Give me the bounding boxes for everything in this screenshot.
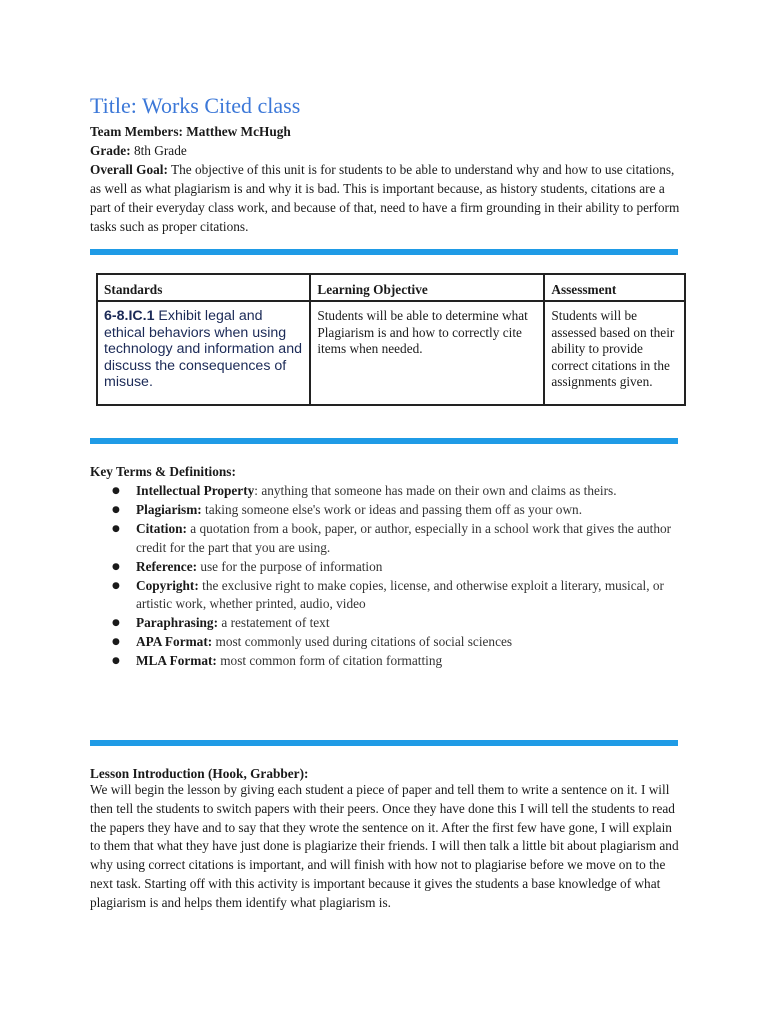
standard-cell (97, 301, 310, 405)
divider-1 (90, 249, 678, 255)
overall-goal-label: Overall Goal: (90, 162, 168, 177)
definition: taking someone else's work or ideas and passing them off as your own. (201, 501, 583, 517)
term: MLA Format: (136, 653, 217, 669)
bullet-icon: ● (112, 504, 120, 515)
bullet-icon: ● (112, 561, 120, 572)
bullet-icon: ● (112, 637, 120, 648)
standard-code: 6-8.IC.1 (104, 308, 155, 324)
list-item (90, 614, 680, 633)
list-item (90, 482, 680, 501)
term: Intellectual Property (136, 483, 255, 498)
learning-objective-cell: Students will be able to determine what Plagiarism is and how to correctly cite items when needed. (310, 301, 544, 405)
team-members-label: Team Members: (90, 124, 183, 139)
term: Plagiarism: (136, 501, 202, 517)
bullet-icon: ● (112, 523, 120, 534)
overall-goal-paragraph (90, 160, 680, 236)
term: Paraphrasing: (136, 615, 219, 631)
lesson-intro-text: We will begin the lesson by giving each student a piece of paper and tell them to write a sentence on it. I will then tell the students to switch papers with their peers. Once they have done this I will tell the students to read the papers they have and to say that they wrote the sentence on it. After the first few have gone, I will explain to them that what they have just done is plagiarize their friends. I will then talk a little bit about plagiarism and why using correct citations is important, and will finish with how not to plagiarise before we move on to the next task. Starting off with this activity is important because it gives the students a base knowledge of what plagiarism is and helps them identify what plagiarism is. (90, 782, 679, 910)
grade-value: 8th Grade (130, 143, 187, 158)
term: Reference: (136, 558, 198, 574)
definition: : anything that someone has made on their own and claims as theirs. (254, 483, 617, 498)
term: Copyright: (136, 577, 199, 593)
page-title: Title: Works Cited class (90, 93, 301, 118)
definition: a quotation from a book, paper, or author, especially in a school work that gives the author credit for the part that you are using. (136, 520, 672, 555)
key-terms-list (90, 482, 680, 671)
grade-line (90, 141, 680, 160)
table-header-standards: Standards (97, 274, 310, 301)
definition: use for the purpose of information (197, 558, 383, 574)
list-item (90, 652, 680, 671)
lesson-intro-heading: Lesson Introduction (Hook, Grabber): (90, 766, 309, 781)
table-row (97, 301, 685, 405)
bullet-icon: ● (112, 486, 120, 496)
bullet-icon: ● (112, 656, 120, 667)
list-item (90, 501, 680, 520)
term: Citation: (136, 520, 187, 536)
list-item (90, 520, 680, 558)
definition: most common form of citation formatting (216, 653, 443, 669)
key-terms-heading: Key Terms & Definitions: (90, 464, 236, 479)
list-item (90, 633, 680, 652)
grade-label: Grade: (90, 143, 131, 158)
divider-2 (90, 438, 678, 444)
table-header-row (97, 274, 685, 301)
assessment-cell: Students will be assessed based on their ability to provide correct citations in the assignments given. (544, 301, 685, 405)
bullet-icon: ● (112, 580, 120, 591)
team-members-line (90, 122, 680, 141)
list-item (90, 577, 680, 615)
team-members-value: Matthew McHugh (182, 124, 291, 139)
table-header-learning-objective: Learning Objective (310, 274, 544, 301)
definition: a restatement of text (218, 615, 330, 631)
overall-goal-text: The objective of this unit is for students to be able to understand why and how to use citations, as well as what plagiarism is and why it is bad. This is important because, as history students, citations are a part of their everyday class work, and because of that, need to have a firm grounding in their ability to perform tasks such as proper citations. (90, 162, 680, 234)
divider-3 (90, 740, 678, 746)
standards-table (96, 273, 686, 406)
header-info (90, 122, 680, 236)
bullet-icon: ● (112, 618, 120, 629)
list-item (90, 558, 680, 577)
table-header-assessment: Assessment (544, 274, 685, 301)
standard-description: Exhibit legal and ethical behaviors when using technology and information and discuss the consequences of misuse. (104, 308, 302, 390)
term: APA Format: (136, 634, 213, 650)
definition: most commonly used during citations of social sciences (212, 634, 513, 650)
definition: the exclusive right to make copies, license, and otherwise exploit a literary, musical, or artistic work, whether printed, audio, video (136, 577, 664, 612)
